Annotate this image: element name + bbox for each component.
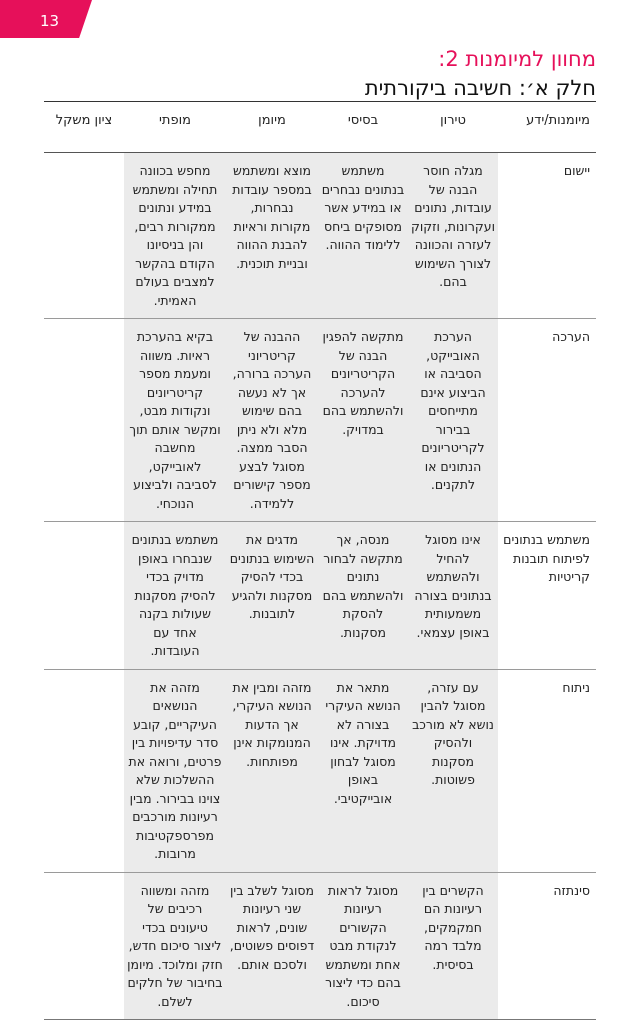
exemplary-cell: בקיא בהערכת ראיות. משווה ומעמת מספר קריטריונים ונקודות מבט, ומקשר אותם תוך מחשבה לאובייקט, לסביבה ולביצוע הנוכחי. (124, 319, 226, 522)
exemplary-cell: מחפש בכוונה תחילה ומשתמש במידע ונתונים ממקורות רבים, והן בניסיונו הקודם בהקשר למצבים בעולם האמיתי. (124, 153, 226, 319)
page-title: מחוון למיומנות 2: (438, 47, 596, 71)
header-exemplary: מופתי (124, 102, 226, 153)
table-header-row (44, 102, 596, 153)
grade-cell (44, 522, 124, 670)
title-block (365, 46, 596, 102)
grade-cell (44, 872, 124, 1020)
novice-cell: עם עזרה, מסוגל להבין נושא לא מורכב ולהסיק מסקנות פשוטות. (408, 669, 498, 872)
novice-cell: מגלה חוסר הבנה של עובדות, נתונים ועקרונות, וזקוק לעזרה והכוונה לצורך השימוש בהם. (408, 153, 498, 319)
skill-cell: סינתזה (498, 872, 596, 1020)
exemplary-cell: מזהה ומשווה רכיבים של טיעונים בכדי ליצור סיכום חדש, חזק ומלוכד. מיומן בחיבור של חלקים לשלם. (124, 872, 226, 1020)
header-basic: בסיסי (318, 102, 408, 153)
novice-cell: הערכת האובייקט, הסביבה או הביצוע אינם מתייחסים בבירור לקריטריונים הנתונים או לתקנים. (408, 319, 498, 522)
skill-cell: יישום (498, 153, 596, 319)
grade-cell (44, 319, 124, 522)
table-row (44, 669, 596, 872)
basic-cell: מסוגל לראות רעיונות הקשורים לנקודת מבט אחת ומשתמש בהם כדי ליצור סיכום. (318, 872, 408, 1020)
exemplary-cell: מזהה את הנושאים העיקריים, קובע סדר עדיפויות בין פרטים, ורואה את ההשלכות שלא צוינו בבירור. מבין רעיונות מורכבים מפרספקטיבות מרובות. (124, 669, 226, 872)
table-row (44, 319, 596, 522)
skill-cell: ניתוח (498, 669, 596, 872)
proficient-cell: מסוגל לשלב בין שני רעיונות שונים, לראות דפוסים פשוטים, ולסכם אותם. (226, 872, 318, 1020)
proficient-cell: מזהה ומבין את הנושא העיקרי, אך הדעות המנומקות אינן מפותחות. (226, 669, 318, 872)
proficient-cell: מוצא ומשתמש במספר עובדות נבחרות, מקורות וראיות להבנת ההווה ובניית תוכנית. (226, 153, 318, 319)
header-skill: מיומנות/ידע (498, 102, 596, 153)
grade-cell (44, 669, 124, 872)
table-row (44, 153, 596, 319)
skill-cell: הערכה (498, 319, 596, 522)
table-row (44, 872, 596, 1020)
basic-cell: מנסה, אך מתקשה לבחור נתונים ולהשתמש בהם להסקת מסקנות. (318, 522, 408, 670)
basic-cell: משתמש בנתונים נבחרים או במידע אשר מסופקים ביחס ללימוד ההווה. (318, 153, 408, 319)
exemplary-cell: משתמש בנתונים שנבחרו באופן מדויק בכדי להסיק מסקנות שעולות בקנה אחד עם העובדות. (124, 522, 226, 670)
novice-cell: הקשרים בין רעיונות הם חמקמקים, מלבד רמה בסיסית. (408, 872, 498, 1020)
header-grade: ציון משקל (44, 102, 124, 153)
rubric-table (44, 101, 596, 1020)
basic-cell: מתאר את הנושא העיקרי בצורה לא מדויקת. אינו מסוגל לבחון באופן אובייקטיבי. (318, 669, 408, 872)
page-subtitle: חלק א׳: חשיבה ביקורתית (364, 76, 596, 100)
basic-cell: מתקשה להפגין הבנה של הקריטריונים להערכה ולהשתמש בהם במדויק. (318, 319, 408, 522)
novice-cell: אינו מסוגל להחיל ולהשתמש בנתונים בצורה משמעותית באופן עצמאי. (408, 522, 498, 670)
header-proficient: מיומן (226, 102, 318, 153)
proficient-cell: מדגים את השימוש בנתונים בכדי להסיק מסקנות ולהגיע לתובנות. (226, 522, 318, 670)
page-number: 13 (40, 12, 60, 30)
table-row (44, 522, 596, 670)
header-novice: טירון (408, 102, 498, 153)
proficient-cell: ההבנה של קריטריוני הערכה ברורה, אך לא נעשה בהם שימוש מלא ולא ניתן הסבר ממצה. מסוגל לבצע מספר קישורים ללמידה. (226, 319, 318, 522)
skill-cell: משתמש בנתונים לפיתוח תובנות קריטיות (498, 522, 596, 670)
grade-cell (44, 153, 124, 319)
